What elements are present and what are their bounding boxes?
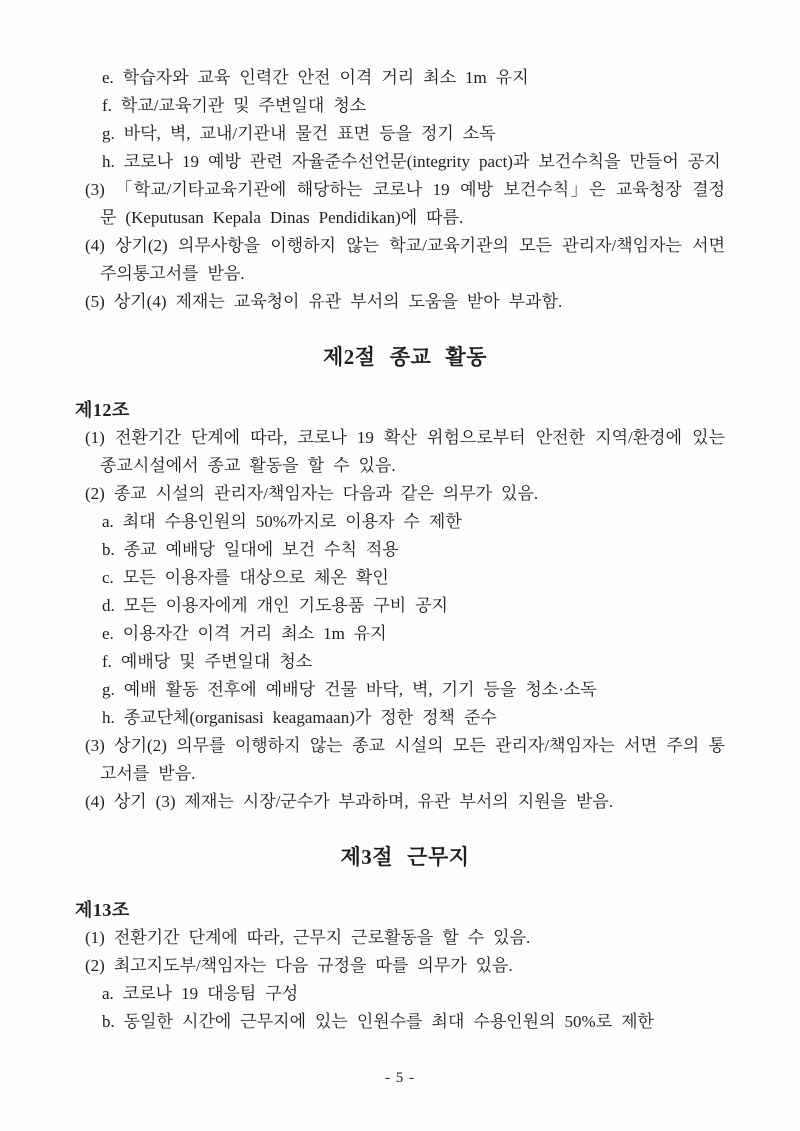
clause-letter-item: g. 바닥, 벽, 교내/기관내 물건 표면 등을 정기 소독 [102, 124, 496, 143]
clause-letter-item: e. 학습자와 교육 인력간 안전 이격 거리 최소 1m 유지 [102, 68, 529, 87]
clause-letter-item: d. 모든 이용자에게 개인 기도용품 구비 공지 [102, 596, 448, 615]
section-heading-workplace: 제3절 근무지 [340, 845, 470, 869]
clause-numbered-item: (2) 종교 시설의 관리자/책임자는 다음과 같은 의무가 있음. [85, 484, 539, 503]
article-heading-12: 제12조 [75, 400, 130, 420]
clause-numbered-item: (2) 최고지도부/책임자는 다음 규정을 따를 의무가 있음. [85, 956, 513, 975]
clause-letter-item: b. 동일한 시간에 근무지에 있는 인원수를 최대 수용인원의 50%로 제한 [102, 1012, 654, 1031]
clause-letter-item: a. 코로나 19 대응팀 구성 [102, 984, 299, 1003]
clause-letter-item: a. 최대 수용인원의 50%까지로 이용자 수 제한 [102, 512, 462, 531]
clause-numbered-item: (5) 상기(4) 제재는 교육청이 유관 부서의 도움을 받아 부과함. [85, 292, 563, 311]
clause-letter-item: f. 예배당 및 주변일대 청소 [102, 652, 313, 671]
clause-letter-item: e. 이용자간 이격 거리 최소 1m 유지 [102, 624, 387, 643]
clause-letter-item: g. 예배 활동 전후에 예배당 건물 바닥, 벽, 기기 등을 청소·소독 [102, 680, 597, 699]
clause-letter-item: b. 종교 예배당 일대에 보건 수칙 적용 [102, 540, 399, 559]
clause-numbered-item: (1) 전환기간 단계에 따라, 근무지 근로활동을 할 수 있음. [85, 928, 531, 947]
clause-letter-item: h. 코로나 19 예방 관련 자율준수선언문(integrity pact)과 보건수칙을 만들어 공지 [102, 152, 721, 171]
clause-numbered-item: (4) 상기 (3) 제재는 시장/군수가 부과하며, 유관 부서의 지원을 받음. [85, 792, 614, 811]
clause-letter-item: h. 종교단체(organisasi keagamaan)가 정한 정책 준수 [102, 708, 497, 727]
clause-numbered-item: (3) 상기(2) 의무를 이행하지 않는 종교 시설의 모든 관리자/책임자는 서면 주의 통고서를 받음. [85, 736, 725, 783]
page-number: - 5 - [385, 1070, 415, 1086]
clause-numbered-item: (1) 전환기간 단계에 따라, 코로나 19 확산 위험으로부터 안전한 지역/환경에 있는 종교시설에서 종교 활동을 할 수 있음. [85, 428, 725, 475]
clause-numbered-item: (3) 「학교/기타교육기관에 해당하는 코로나 19 예방 보건수칙」은 교육청장 결정문 (Keputusan Kepala Dinas Pendidikan)에 따름. [85, 180, 725, 227]
clause-letter-item: c. 모든 이용자를 대상으로 체온 확인 [102, 568, 389, 587]
clause-numbered-item: (4) 상기(2) 의무사항을 이행하지 않는 학교/교육기관의 모든 관리자/책임자는 서면 주의통고서를 받음. [85, 236, 725, 283]
clause-letter-item: f. 학교/교육기관 및 주변일대 청소 [102, 96, 367, 115]
section-heading-religion: 제2절 종교 활동 [322, 345, 487, 369]
article-heading-13: 제13조 [75, 900, 130, 920]
